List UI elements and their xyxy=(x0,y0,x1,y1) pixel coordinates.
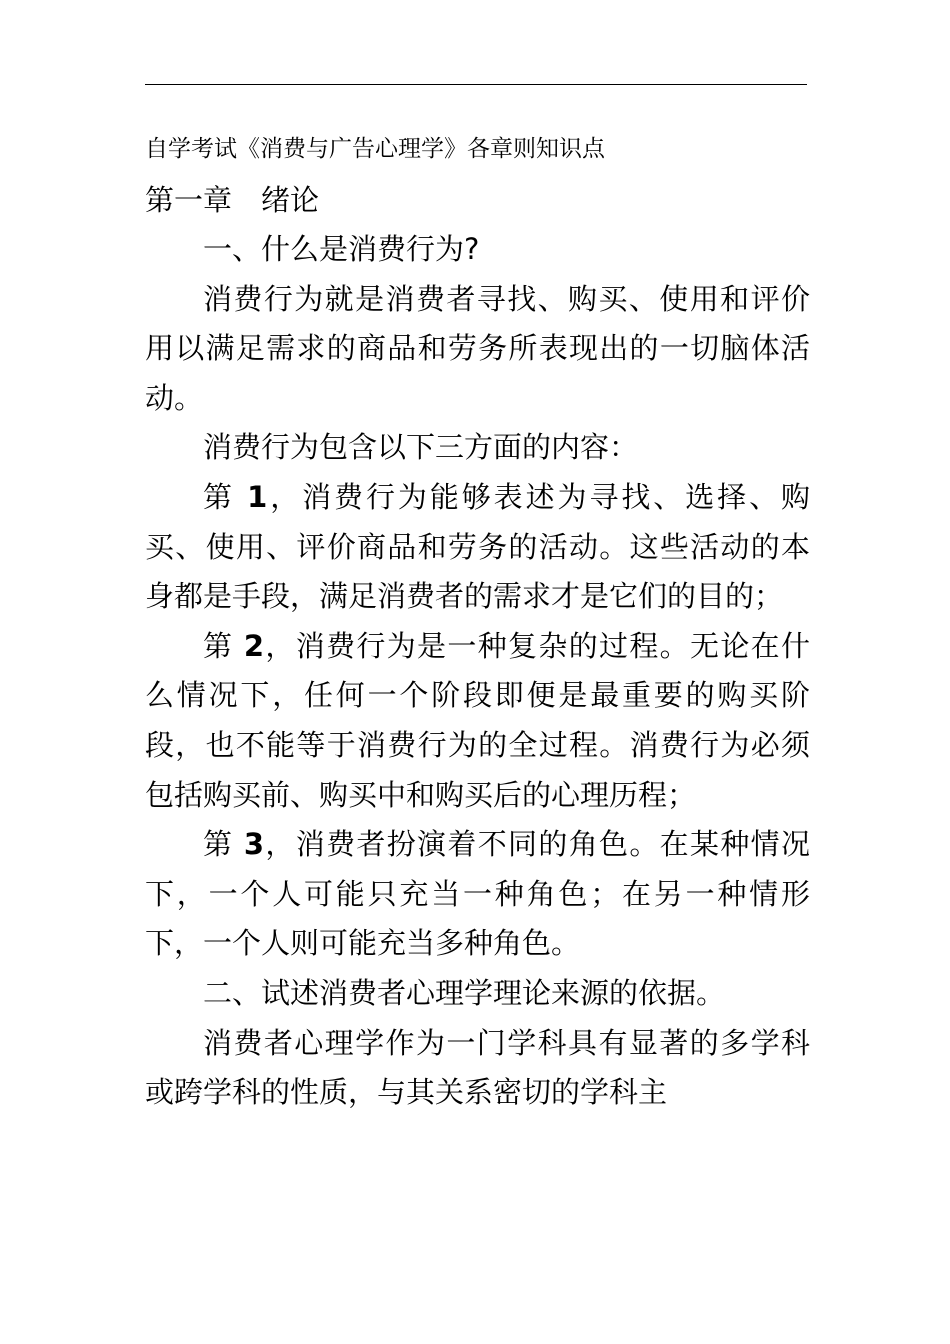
item-number: 3 xyxy=(243,827,265,862)
document-body xyxy=(145,225,810,1118)
list-item-1 xyxy=(145,473,810,622)
item-prefix: 第 xyxy=(203,628,234,663)
section-heading-2: 二、试述消费者心理学理论来源的依据。 xyxy=(203,975,726,1010)
section-heading-1: 一、什么是消费行为? xyxy=(203,232,480,266)
item-prefix: 第 xyxy=(203,479,235,514)
document-title: 自学考试《消费与广告心理学》各章则知识点 xyxy=(145,136,605,162)
list-item-2 xyxy=(145,622,810,820)
paragraph-intro: 消费行为包含以下三方面的内容： xyxy=(203,430,639,465)
item-text: ，消费者扮演着不同的角色。在某种情况下，一个人可能只充当一种角色；在另一种情形下，一个人则可能充当多种角色。 xyxy=(145,827,810,961)
chapter-heading: 第一章 绪论 xyxy=(145,183,320,217)
item-text: ，消费行为能够表述为寻找、选择、购买、使用、评价商品和劳务的活动。这些活动的本身都是手段，满足消费者的需求才是它们的目的； xyxy=(145,479,810,614)
item-number: 1 xyxy=(247,479,268,514)
list-item-3 xyxy=(145,820,810,969)
item-prefix: 第 xyxy=(203,827,234,862)
item-text: ，消费行为是一种复杂的过程。无论在什么情况下，任何一个阶段即便是最重要的购买阶段，也不能等于消费行为的全过程。消费行为必须包括购买前、购买中和购买后的心理历程； xyxy=(145,628,810,812)
item-number: 2 xyxy=(243,628,265,663)
header-rule xyxy=(145,84,807,85)
paragraph-section-2: 消费者心理学作为一门学科具有显著的多学科或跨学科的性质，与其关系密切的学科主 xyxy=(145,1025,810,1110)
paragraph-definition: 消费行为就是消费者寻找、购买、使用和评价用以满足需求的商品和劳务所表现出的一切脑体活动。 xyxy=(145,281,810,415)
